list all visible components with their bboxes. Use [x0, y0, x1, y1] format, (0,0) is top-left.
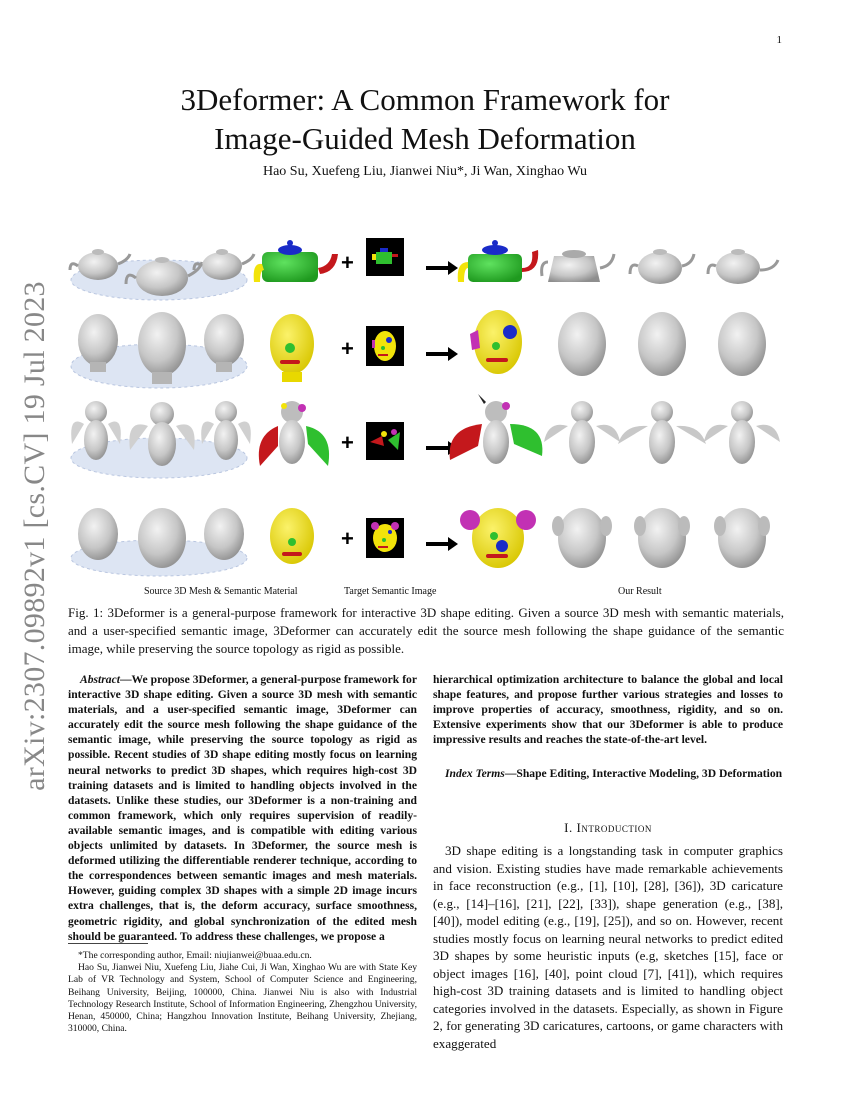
- row-cherub: [71, 394, 780, 478]
- index-terms-block: [433, 766, 783, 781]
- arrow-icon: [426, 537, 458, 551]
- face-result-3: [714, 508, 770, 568]
- face-mesh-2: [138, 508, 186, 568]
- abstract-label: Abstract: [80, 673, 120, 686]
- head-result-2: [638, 312, 686, 376]
- section-heading: [433, 820, 783, 836]
- face-semantic-material: [270, 508, 314, 564]
- figure-labels: [66, 586, 786, 602]
- index-terms: [433, 766, 783, 781]
- figure-1: [66, 228, 786, 584]
- abstract-continued-block: [433, 672, 783, 747]
- abstract: [68, 672, 417, 944]
- intro-paragraph: 3D shape editing is a longstanding task in computer graphics and vision. Existing studies have made remarkable achievements in face reconstruction (e.g., [1], [10], [28], [36]), 3D caricature (e.g., [14]–[16], [21], [22], [33]), shape generation (e.g., [38], [40]), model editing (e.g., [19], [25]), and so on. However, recent studies mostly focus on learning neural networks to predict edited 3D shapes by some heuristic inputs (e.g, sketches [15], face or object images [16], [40], point cloud [7], [41]), which requires high-cost 3D training datasets and is limited to handling object categories involved in the datasets. Especially, as shown in Figure 2, for generating 3D caricatures, cartoons, or game characters with exaggerated: [433, 843, 783, 1051]
- face-mesh-3: [204, 508, 244, 560]
- figure-caption: Fig. 1: 3Deformer is a general-purpose framework for interactive 3D shape editing. Given a source 3D mesh with semantic materials, and a user-specified semantic image, 3Deformer can accurately edit the source mesh following the shape guidance of the semantic image, while preserving the source topology as rigid as possible.: [68, 605, 784, 656]
- label-our-result: Our Result: [618, 586, 662, 597]
- teapot-result-1: [542, 250, 614, 282]
- row-head: [71, 310, 766, 388]
- cherub-semantic-material: [259, 401, 329, 466]
- cherub-result-2: [618, 401, 706, 464]
- figure-1-graphic: [66, 228, 786, 584]
- arrow-icon: [426, 261, 458, 275]
- teapot-result-3: [708, 249, 778, 284]
- face-mesh-1: [78, 508, 118, 560]
- arxiv-sidebar: [10, 226, 60, 846]
- footnote-affiliations: Hao Su, Jianwei Niu, Xuefeng Liu, Jiahe Cui, Ji Wan, Xinghao Wu are with State Key Lab of VR Technology and System, School of Computer Science and Engineering, Beihang University, Beijing, 100000, China. Jianwei Niu is also with Industrial Technology Research Institute, School of Information Engineering, Zhengzhou University, Henan, 450000, China; Hangzhou Innovation Institute, Beihang University, Zhejiang, 310000, China.: [68, 962, 417, 1035]
- plus-symbol: +: [341, 430, 354, 455]
- arrow-icon: [426, 347, 458, 361]
- label-target-image: Target Semantic Image: [344, 586, 437, 597]
- arxiv-identifier[interactable]: arXiv:2307.09892v1 [cs.CV] 19 Jul 2023: [18, 281, 51, 791]
- cherub-result-1: [544, 401, 620, 464]
- page-number: 1: [776, 34, 782, 46]
- teapot-edited-material: [458, 240, 538, 282]
- head-semantic-material: [270, 314, 314, 382]
- index-terms-body: —Shape Editing, Interactive Modeling, 3D Deformation: [504, 767, 783, 780]
- plus-symbol: +: [341, 336, 354, 361]
- head-result-1: [558, 312, 606, 376]
- row-face: [71, 508, 770, 576]
- face-edited-material: [460, 508, 536, 568]
- plus-symbol: +: [341, 526, 354, 551]
- author-list: Hao Su, Xuefeng Liu, Jianwei Niu*, Ji Wan, Xinghao Wu: [262, 164, 588, 179]
- face-result-1: [552, 508, 612, 568]
- cherub-result-3: [704, 401, 780, 464]
- abstract-body: —We propose 3Deformer, a general-purpose framework for interactive 3D shape editing. Given a source 3D mesh with semantic materials, and a user-specified semantic image, 3Deformer can accurately edit the source mesh following the shape guidance of the semantic image, while preserving the source topology as rigid as possible. Recent studies of 3D shape editing mostly focus on learning neural networks to predict 3D shapes, which requires high-cost 3D training datasets and is limited to handling objects involved in the datasets. Unlike these studies, our 3Deformer is a non-training and common framework, which only requires supervision of readily-available semantic images, and is compatible with editing various objects unlimited by datasets. In 3Deformer, the source mesh is deformed utilizing the differentiable renderer technique, according to the correspondences between semantic images and mesh materials. However, guiding complex 3D shapes with a simple 2D image incurs extra challenges, that is, the deform accuracy, surface smoothness, geometric rigidity, and global synchronization of the edited mesh should be guaranteed. To address these challenges, we propose a: [68, 673, 417, 943]
- head-result-3: [718, 312, 766, 376]
- title-line-1: 3Deformer: A Common Framework for: [180, 82, 670, 117]
- head-target-image: [366, 326, 404, 366]
- footnote: [68, 950, 417, 1035]
- plus-symbol: +: [341, 250, 354, 275]
- footnote-corresponding: *The corresponding author, Email: niujianwei@buaa.edu.cn.: [78, 950, 312, 961]
- index-terms-label: Index Terms: [445, 767, 505, 780]
- section-title: I. Introduction: [564, 820, 652, 835]
- abstract-continued: hierarchical optimization architecture to balance the global and local shape features, and propose further various strategies and losses to improve properties of accuracy, smoothness, rigidity, and so on. Extensive experiments show that our 3Deformer is able to produce impressive results and reaches the state-of-the-art level.: [433, 673, 783, 747]
- teapot-result-2: [630, 249, 694, 284]
- teapot-target-image: [366, 238, 404, 276]
- face-result-2: [634, 508, 690, 568]
- head-edited-material: [470, 310, 522, 374]
- footnote-divider: [68, 943, 148, 944]
- face-target-image: [366, 518, 404, 558]
- label-source-mesh: Source 3D Mesh & Semantic Material: [144, 586, 298, 597]
- row-teapot: [70, 238, 778, 300]
- cherub-edited-material: [450, 394, 543, 464]
- intro-block: [433, 842, 783, 1052]
- left-column: [68, 672, 417, 944]
- teapot-semantic-material: [254, 240, 338, 282]
- paper-title: [60, 80, 790, 158]
- title-line-2: Image-Guided Mesh Deformation: [214, 121, 636, 156]
- cherub-target-image: [366, 422, 404, 460]
